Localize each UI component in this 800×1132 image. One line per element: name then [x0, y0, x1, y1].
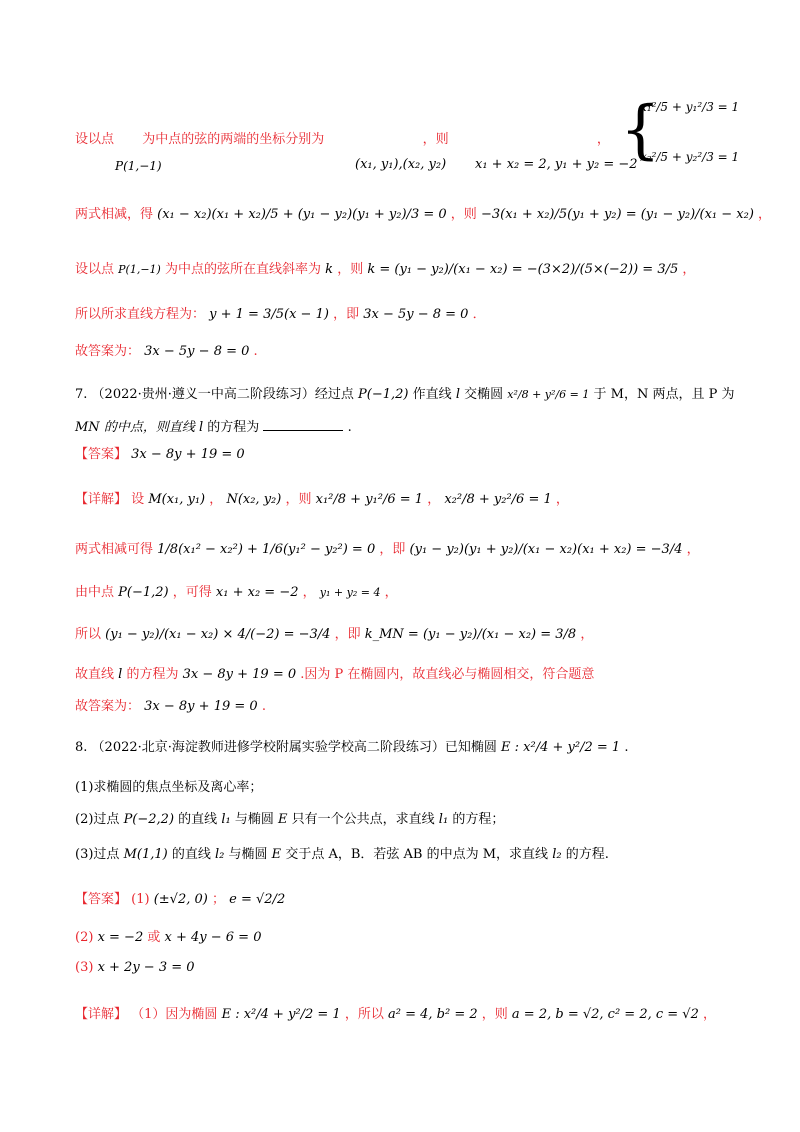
text: ，则 [481, 1007, 508, 1022]
text: (1) [131, 892, 150, 907]
text: ． [472, 307, 486, 322]
text: ； [212, 892, 226, 907]
text: . [261, 699, 266, 714]
question-number: 8. [75, 740, 88, 755]
text: 的直线 [171, 847, 211, 862]
text: ，则 [337, 262, 364, 277]
equation: x + 4y − 6 = 0 [164, 930, 262, 945]
detail-7-line-2 [75, 540, 700, 560]
equation: a² = 4, b² = 2 [388, 1007, 478, 1022]
ellipse-e: E [271, 847, 282, 862]
line-l: l [455, 387, 460, 402]
text: ， [427, 492, 441, 507]
text: 由中点 [75, 585, 115, 600]
text: ，所以 [344, 1007, 384, 1022]
text: 的方程为 [207, 420, 260, 435]
equation: y + 1 = 3/5(x − 1) [209, 307, 329, 322]
point-m: M(x₁, y₁) [148, 492, 206, 507]
line-midpoint-setup [75, 130, 610, 150]
text: ，则 [285, 492, 312, 507]
equation: (x₁ − x₂)(x₁ + x₂)/5 + (y₁ − y₂)(y₁ + y₂)/3 = 0 [157, 207, 447, 222]
text: ， [302, 585, 316, 600]
point-p: P(−1,2) [118, 585, 169, 600]
equation: (±√2, 0) [153, 892, 208, 907]
text: 为中点的弦所在直线斜率为 [165, 262, 322, 277]
text: (2)过点 [75, 812, 120, 827]
text: 与椭圆 [234, 812, 274, 827]
line-slope [75, 260, 695, 280]
text: 的方程； [452, 812, 505, 827]
text: 所以所求直线方程为： [75, 307, 206, 322]
text: 所以 [75, 627, 102, 642]
text: ， [555, 492, 569, 507]
text: ， [682, 262, 696, 277]
text: ，可得 [172, 585, 212, 600]
text: ， [686, 542, 700, 557]
text: ，即 [333, 307, 360, 322]
detail-tag: 【详解】 [75, 1007, 128, 1022]
detail-7-line-3 [75, 583, 398, 603]
text: 设 [131, 492, 145, 507]
line-answer [75, 342, 258, 362]
answer-8-3 [75, 958, 195, 978]
text: ，则 [422, 132, 449, 147]
question-7-line-1 [75, 385, 734, 405]
text: ，则 [450, 207, 477, 222]
system-eq-1: x₁²/5 + y₁²/3 = 1 [640, 100, 740, 114]
equation: −3(x₁ + x₂)/5(y₁ + y₂) = (y₁ − y₂)/(x₁ − x₂) [480, 207, 754, 222]
point-p: P(−2,2) [123, 812, 175, 827]
text: ， [702, 1007, 716, 1022]
ellipse-equation: E : x²/4 + y²/2 = 1 [501, 740, 621, 755]
equation: (y₁ − y₂)(y₁ + y₂)/(x₁ − x₂)(x₁ + x₂) = −3/4 [409, 542, 683, 557]
system-brace: { [620, 93, 661, 167]
detail-7-line-1 [75, 490, 569, 510]
text: 故答案为： [75, 344, 141, 359]
line-l2: l₂ [215, 847, 225, 862]
text: . [253, 344, 258, 359]
point-m: M(1,1) [123, 847, 168, 862]
text: . [624, 740, 629, 755]
text: ， [758, 207, 772, 222]
text: 只有一个公共点，求直线 [291, 812, 435, 827]
line-subtract [75, 205, 771, 225]
point-p: P(−1,2) [358, 387, 409, 402]
text: ， [384, 585, 398, 600]
text: (2) [75, 930, 94, 945]
text: 交于点 A，B．若弦 AB 的中点为 M，求直线 [285, 847, 549, 862]
line-l: l [198, 420, 204, 435]
text: 设以点 [75, 262, 115, 277]
detail-7-line-4 [75, 625, 593, 645]
answer-8-1 [75, 890, 285, 910]
question-8-line-1 [75, 738, 628, 758]
equation: x₁ + x₂ = −2 [215, 585, 299, 600]
line-l: l [118, 667, 123, 682]
answer-8-2 [75, 928, 261, 948]
ellipse-e: E [278, 812, 288, 827]
text: 的方程为 [126, 667, 179, 682]
text: ，即 [334, 627, 361, 642]
equation: 3x − 5y − 8 = 0 [144, 344, 250, 359]
equation: 3x − 8y + 19 = 0 [144, 699, 258, 714]
line-result [75, 305, 486, 325]
equation: 3x − 8y + 19 = 0 [182, 667, 297, 682]
equation: 3x − 8y + 19 = 0 [131, 447, 245, 462]
equation: a = 2, b = √2, c² = 2, c = √2 [511, 1007, 699, 1022]
question-number: 7. [75, 387, 88, 402]
text: 作直线 [412, 387, 452, 402]
text: (3) [75, 960, 94, 975]
point-p: P(1,−1) [118, 263, 161, 276]
text: 故直线 [75, 667, 115, 682]
text: .因为 P 在椭圆内，故直线必与椭圆相交，符合题意 [300, 667, 595, 682]
text: 与椭圆 [228, 847, 268, 862]
detail-7-line-6 [75, 697, 266, 717]
equation: x + 2y − 3 = 0 [97, 960, 195, 975]
question-8-part-1: (1)求椭圆的焦点坐标及离心率； [75, 780, 263, 795]
line-l2: l₂ [552, 847, 562, 862]
line-l1: l₁ [438, 812, 449, 827]
text: 于 M，N 两点，且 P 为 [593, 387, 735, 402]
text: ， [580, 627, 594, 642]
text: 两式相减，得 [75, 207, 154, 222]
system-eq-2: x₂²/5 + y₂²/3 = 1 [640, 150, 740, 164]
text: 交椭圆 [464, 387, 504, 402]
point-p: P(1,−1) [115, 159, 162, 173]
text: 设以点 [75, 132, 115, 147]
text: （2022·北京·海淀教师进修学校附属实验学校高二阶段练习）已知椭圆 [91, 740, 497, 755]
point-n: N(x₂, y₂) [226, 492, 282, 507]
text: （2022·贵州·遵义一中高二阶段练习）经过点 [91, 387, 354, 402]
text: . [347, 420, 352, 435]
text: （1）因为椭圆 [131, 1007, 218, 1022]
text: 的直线 [178, 812, 218, 827]
question-7-line-2 [75, 418, 352, 438]
ellipse-equation: E : x²/4 + y²/2 = 1 [221, 1007, 341, 1022]
equation: (y₁ − y₂)/(x₁ − x₂) × 4/(−2) = −3/4 [105, 627, 331, 642]
equation: 1/8(x₁² − x₂²) + 1/6(y₁² − y₂²) = 0 [157, 542, 376, 557]
detail-7-line-5 [75, 665, 594, 685]
equation: k = (y₁ − y₂)/(x₁ − x₂) = −(3×2)/(5×(−2)) = 3/5 [367, 262, 679, 277]
equation: 3x − 5y − 8 = 0 [363, 307, 469, 322]
answer-7 [75, 445, 245, 465]
question-8-part-3 [75, 845, 609, 865]
answer-tag: 【答案】 [75, 447, 128, 462]
text: 的方程. [565, 847, 609, 862]
question-8-part-2 [75, 810, 504, 830]
equation: k_MN = (y₁ − y₂)/(x₁ − x₂) = 3/8 [364, 627, 577, 642]
text: ， [209, 492, 223, 507]
text: ，即 [379, 542, 406, 557]
equation: x₁²/8 + y₁²/6 = 1 [315, 492, 424, 507]
text: MN 的中点，则直线 [75, 420, 195, 435]
endpoints: (x₁, y₁),(x₂, y₂) [355, 157, 447, 172]
answer-tag: 【答案】 [75, 892, 128, 907]
text: 故答案为： [75, 699, 141, 714]
equation: x = −2 [97, 930, 144, 945]
slope-k: k [325, 262, 334, 277]
equation: y₁ + y₂ = 4 [319, 586, 381, 599]
line-l1: l₁ [221, 812, 231, 827]
answer-blank [263, 418, 343, 431]
equation: x₂²/8 + y₂²/6 = 1 [444, 492, 552, 507]
detail-tag: 【详解】 [75, 492, 128, 507]
ellipse-equation: x²/8 + y²/6 = 1 [507, 388, 590, 401]
text: 两式相减可得 [75, 542, 154, 557]
text: 为中点的弦的两端的坐标分别为 [142, 132, 325, 147]
text: (3)过点 [75, 847, 120, 862]
coordinate-sums: x₁ + x₂ = 2, y₁ + y₂ = −2 [475, 157, 638, 172]
detail-8-line-1 [75, 1005, 716, 1025]
equation: e = √2/2 [229, 892, 286, 907]
text: 或 [147, 930, 161, 945]
text: ， [596, 132, 610, 147]
